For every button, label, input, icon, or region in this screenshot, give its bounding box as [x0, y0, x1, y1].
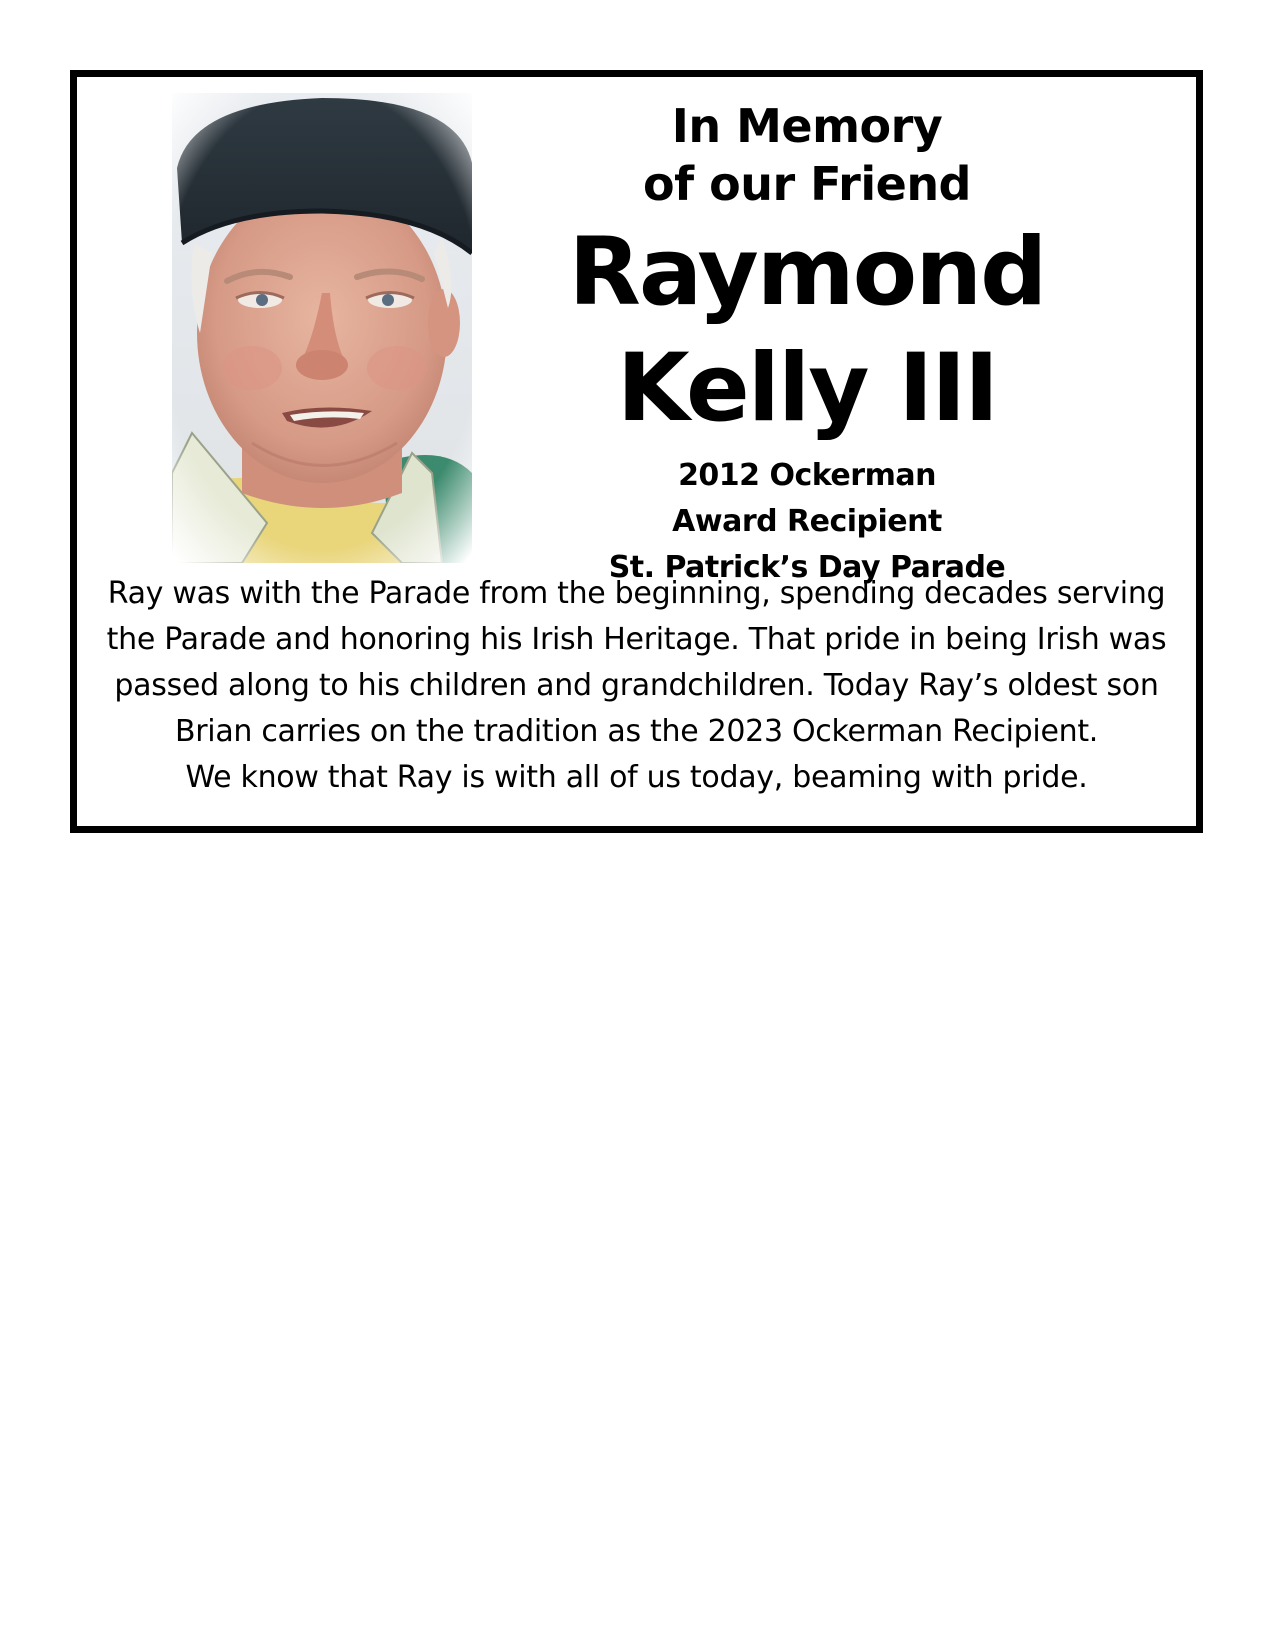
tribute-line: Brian carries on the tradition as the 2023 Ockerman Recipient.	[174, 714, 1099, 749]
memorial-card	[70, 70, 1203, 833]
award-year: 2012 Ockerman	[678, 458, 936, 493]
tribute-line: the Parade and honoring his Irish Heritage. That pride in being Irish was	[106, 622, 1167, 657]
memorial-heading	[547, 97, 1067, 591]
tribute-line: We know that Ray is with all of us today, beaming with pride.	[185, 760, 1088, 795]
name-last: Kelly III	[616, 334, 998, 443]
tribute-text	[77, 571, 1196, 801]
heading-in-memory: In Memory	[671, 99, 943, 153]
portrait-photo	[172, 93, 472, 563]
award-title: Award Recipient	[672, 504, 942, 539]
award-event: St. Patrick’s Day Parade	[608, 550, 1006, 585]
tribute-line: passed along to his children and grandchildren. Today Ray’s oldest son	[114, 668, 1159, 703]
heading-of-our-friend: of our Friend	[643, 157, 971, 211]
name-first: Raymond	[568, 218, 1046, 327]
tribute-line: Ray was with the Parade from the beginning, spending decades serving	[107, 576, 1166, 611]
